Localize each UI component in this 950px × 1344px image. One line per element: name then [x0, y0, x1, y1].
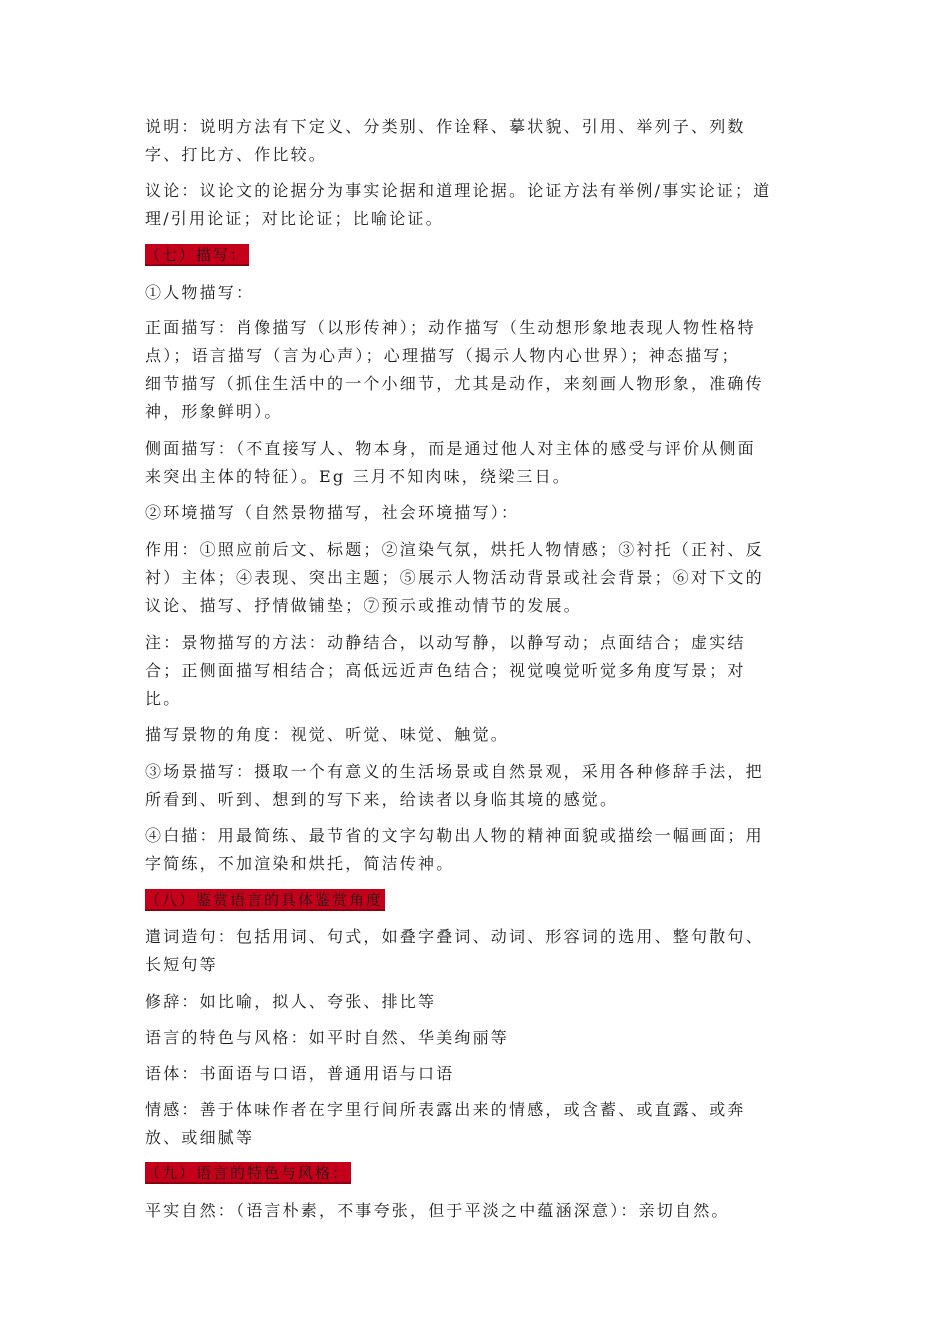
- text-line: 遣词造句：包括用词、句式，如叠字叠词、动词、形容词的选用、整句散句、: [145, 927, 764, 946]
- text-line: 平实自然：（语言朴素，不事夸张，但于平淡之中蕴涵深意）：亲切自然。: [145, 1201, 730, 1220]
- paragraph-pingshi-ziran: [145, 1197, 805, 1225]
- text-line: 衬）主体；④表现、突出主题；⑤展示人物活动背景或社会背景；⑥对下文的: [145, 568, 764, 587]
- text-line: 语体：书面语与口语，普通用语与口语: [145, 1064, 455, 1083]
- text-line: 细节描写（抓住生活中的一个小细节，尤其是动作，来刻画人物形象，准确传: [145, 374, 764, 393]
- paragraph-huanjing-miaoxie: [145, 499, 805, 527]
- paragraph-cemian-miaoxie: [145, 435, 805, 491]
- text-line: 点）；语言描写（言为心声）；心理描写（揭示人物内心世界）；神态描写；: [145, 346, 740, 365]
- text-line: 语言的特色与风格：如平时自然、华美绚丽等: [145, 1028, 510, 1047]
- text-line: ①人物描写：: [145, 283, 255, 302]
- paragraph-changjing-miaoxie: [145, 758, 805, 814]
- paragraph-zhu: [145, 629, 805, 713]
- text-line: 作用：①照应前后文、标题；②渲染气氛，烘托人物情感；③衬托（正衬、反: [145, 540, 764, 559]
- paragraph-qinggan: [145, 1096, 805, 1152]
- paragraph-yuyan-tese: [145, 1024, 805, 1052]
- text-line: 字简练，不加渲染和烘托，简洁传神。: [145, 854, 455, 873]
- text-line: 说明：说明方法有下定义、分类别、作诠释、摹状貌、引用、举列子、列数: [145, 117, 746, 136]
- text-line: 神，形象鲜明）。: [145, 402, 283, 421]
- paragraph-jingwu-jiaodu: [145, 721, 805, 749]
- text-line: 修辞：如比喻，拟人、夸张、排比等: [145, 992, 437, 1011]
- text-line: 注：景物描写的方法：动静结合，以动写静，以静写动；点面结合；虚实结: [145, 633, 746, 652]
- paragraph-zhengmian-miaoxie: [145, 314, 805, 426]
- text-line: 正面描写：肖像描写（以形传神）；动作描写（生动想形象地表现人物性格特: [145, 318, 756, 337]
- paragraph-renwu-miaoxie: [145, 279, 805, 307]
- text-line: 描写景物的角度：视觉、听觉、味觉、触觉。: [145, 725, 510, 744]
- paragraph-shuoming: [145, 113, 805, 169]
- text-line: 来突出主体的特征）。Eg 三月不知肉味，绕梁三日。: [145, 467, 572, 486]
- text-line: 合；正侧面描写相结合；高低远近声色结合；视觉嗅觉听觉多角度写景；对: [145, 661, 746, 680]
- section-heading-9: （九）语言的特色与风格：: [145, 1164, 350, 1182]
- text-line: 侧面描写：（不直接写人、物本身，而是通过他人对主体的感受与评价从侧面: [145, 439, 756, 458]
- text-line: 放、或细腻等: [145, 1128, 255, 1147]
- text-line: 情感：善于体味作者在字里行间所表露出来的情感，或含蓄、或直露、或奔: [145, 1100, 746, 1119]
- text-line: ③场景描写：摄取一个有意义的生活场景或自然景观，采用各种修辞手法，把: [145, 762, 764, 781]
- section-heading-7: （七）描写：: [145, 246, 248, 264]
- text-line: ②环境描写（自然景物描写，社会环境描写）：: [145, 503, 520, 522]
- section-heading-8: （八）鉴赏语言的具体鉴赏角度: [145, 891, 384, 909]
- text-line: 议论、描写、抒情做铺垫；⑦预示或推动情节的发展。: [145, 596, 582, 615]
- paragraph-zuoyong: [145, 536, 805, 620]
- text-line: 议论：议论文的论据分为事实论据和道理论据。论证方法有举例/事实论证；道: [145, 181, 772, 200]
- text-line: 字、打比方、作比较。: [145, 145, 328, 164]
- text-line: 比。: [145, 689, 182, 708]
- text-line: 所看到、听到、想到的写下来，给读者以身临其境的感觉。: [145, 790, 619, 809]
- paragraph-yilun: [145, 177, 805, 233]
- paragraph-yuti: [145, 1060, 805, 1088]
- paragraph-xiuci: [145, 988, 805, 1016]
- paragraph-qianci-zaoju: [145, 923, 805, 979]
- text-line: 理/引用论证；对比论证；比喻论证。: [145, 209, 444, 228]
- text-line: ④白描：用最简练、最节省的文字勾勒出人物的精神面貌或描绘一幅画面；用: [145, 826, 764, 845]
- text-line: 长短句等: [145, 955, 218, 974]
- paragraph-baimiao: [145, 822, 805, 878]
